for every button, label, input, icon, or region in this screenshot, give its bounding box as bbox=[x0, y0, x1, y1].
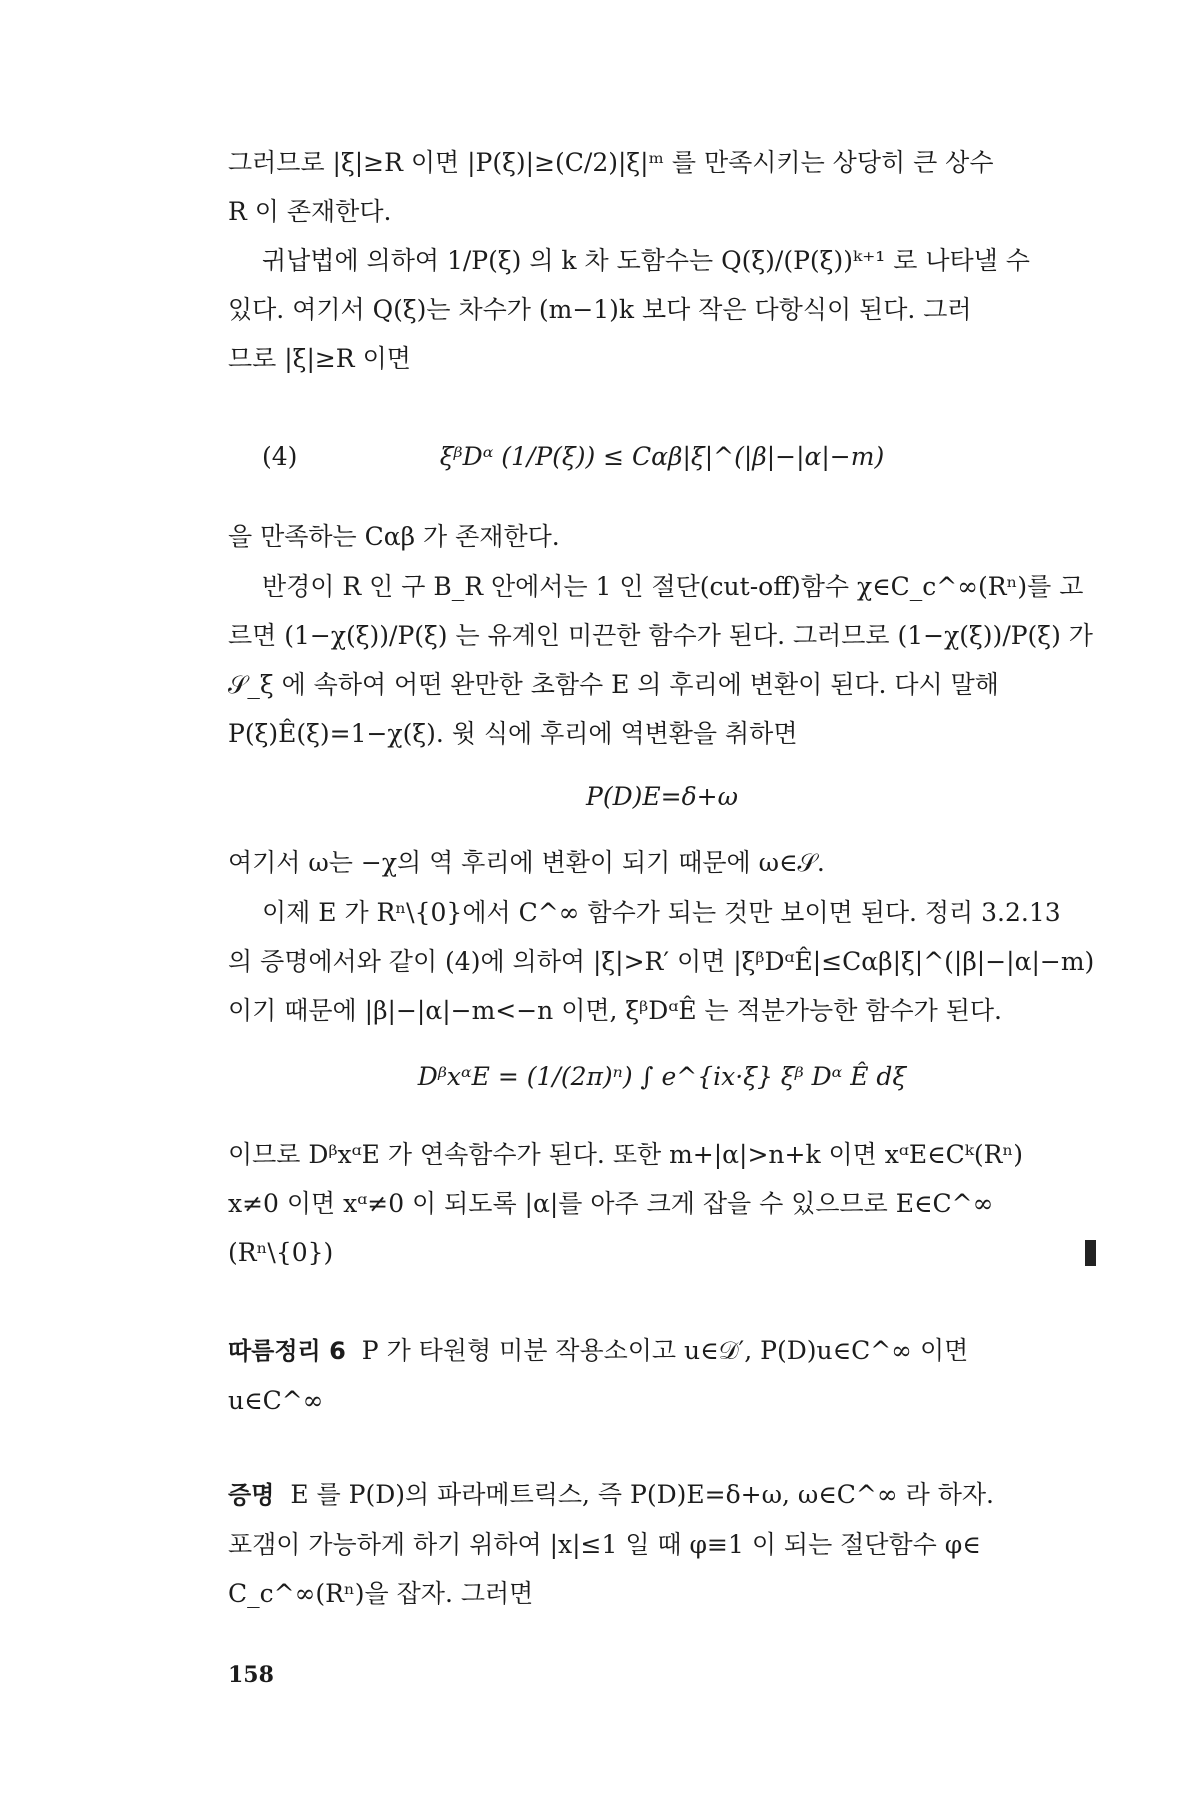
equation-4: ξᵝDᵅ (1/P(ξ)) ≤ Cαβ|ξ|^(|β|−|α|−m) bbox=[439, 442, 885, 471]
text-span: P 가 타원형 미분 작용소이고 u∈𝒟′, P(D)u∈C^∞ 이면 bbox=[361, 1336, 969, 1365]
equation-pde: P(D)E=δ+ω bbox=[586, 782, 738, 811]
text-line: 이므로 DᵝxᵅE 가 연속함수가 된다. 또한 m+|α|>n+k 이면 xᵅE∈Cᵏ(Rⁿ) bbox=[228, 1140, 1024, 1169]
text-line: 이기 때문에 |β|−|α|−m<−n 이면, ξᵝDᵅÊ 는 적분가능한 함수가 된다. bbox=[228, 996, 1002, 1025]
paragraph-3 bbox=[228, 562, 1096, 758]
text-line: P(ξ)Ê(ξ)=1−χ(ξ). 윗 식에 후리에 역변환을 취하면 bbox=[228, 719, 798, 748]
text-line: 포갬이 가능하게 하기 위하여 |x|≤1 일 때 φ≡1 이 되는 절단함수 φ∈ bbox=[228, 1530, 981, 1559]
text-line: 있다. 여기서 Q(ξ)는 차수가 (m−1)k 보다 작은 다항식이 된다. 그러 bbox=[228, 295, 972, 324]
text-line: 므로 |ξ|≥R 이면 bbox=[228, 344, 411, 373]
text-span: (Rⁿ\{0}) bbox=[228, 1238, 334, 1267]
text-line: x≠0 이면 xᵅ≠0 이 되도록 |α|를 아주 크게 잡을 수 있으므로 E∈C^∞ bbox=[228, 1189, 994, 1218]
equation-number: (4) bbox=[262, 442, 298, 471]
corollary-label: 따름정리 6 bbox=[228, 1337, 346, 1365]
text-line: 반경이 R 인 구 B_R 안에서는 1 인 절단(cut-off)함수 χ∈C_c^∞(Rⁿ)를 고 bbox=[262, 572, 1084, 601]
page-number: 158 bbox=[228, 1662, 274, 1688]
paragraph-after-eq4 bbox=[228, 512, 1096, 561]
text-line: 𝒮_ξ 에 속하여 어떤 완만한 초함수 E 의 후리에 변환이 된다. 다시 말해 bbox=[228, 670, 999, 699]
text-line: C_c^∞(Rⁿ)을 잡자. 그러면 bbox=[228, 1579, 534, 1608]
qed-mark bbox=[1085, 1240, 1096, 1266]
text-line: 귀납법에 의하여 1/P(ξ) 의 k 차 도함수는 Q(ξ)/(P(ξ))ᵏ⁺¹ 로 나타낼 수 bbox=[262, 246, 1030, 275]
text-line: 여기서 ω는 −χ의 역 후리에 변환이 되기 때문에 ω∈𝒮. bbox=[228, 848, 825, 877]
text-line bbox=[228, 1228, 1096, 1277]
text-line: 르면 (1−χ(ξ))/P(ξ) 는 유계인 미끈한 함수가 된다. 그러므로 (1−χ(ξ))/P(ξ) 가 bbox=[228, 621, 1093, 650]
equation-integral: DᵝxᵅE = (1/(2π)ⁿ) ∫ e^{ix·ξ} ξᵝ Dᵅ Ê dξ bbox=[417, 1062, 907, 1091]
text-line: 이제 E 가 Rⁿ\{0}에서 C^∞ 함수가 되는 것만 보이면 된다. 정리 3.2.13 bbox=[262, 898, 1061, 927]
corollary-6 bbox=[228, 1326, 1096, 1425]
paragraph-6 bbox=[228, 1130, 1096, 1277]
text-line: 그러므로 |ξ|≥R 이면 |P(ξ)|≥(C/2)|ξ|ᵐ 를 만족시키는 상당히 큰 상수 bbox=[228, 148, 994, 177]
text-line bbox=[228, 1326, 1096, 1376]
paragraph-1 bbox=[228, 138, 1096, 236]
proof bbox=[228, 1470, 1096, 1618]
proof-label: 증명 bbox=[228, 1481, 275, 1509]
text-line: 을 만족하는 Cαβ 가 존재한다. bbox=[228, 522, 560, 551]
text-line: u∈C^∞ bbox=[228, 1386, 324, 1415]
paragraph-4 bbox=[228, 838, 1096, 887]
paragraph-5 bbox=[228, 888, 1096, 1035]
text-line: R 이 존재한다. bbox=[228, 197, 392, 226]
text-span: E 를 P(D)의 파라메트릭스, 즉 P(D)E=δ+ω, ω∈C^∞ 라 하자. bbox=[290, 1480, 994, 1509]
paragraph-2 bbox=[228, 236, 1096, 383]
text-line bbox=[228, 1470, 1096, 1520]
text-line: 의 증명에서와 같이 (4)에 의하여 |ξ|>R′ 이면 |ξᵝDᵅÊ|≤Cαβ|ξ|^(|β|−|α|−m) bbox=[228, 947, 1095, 976]
